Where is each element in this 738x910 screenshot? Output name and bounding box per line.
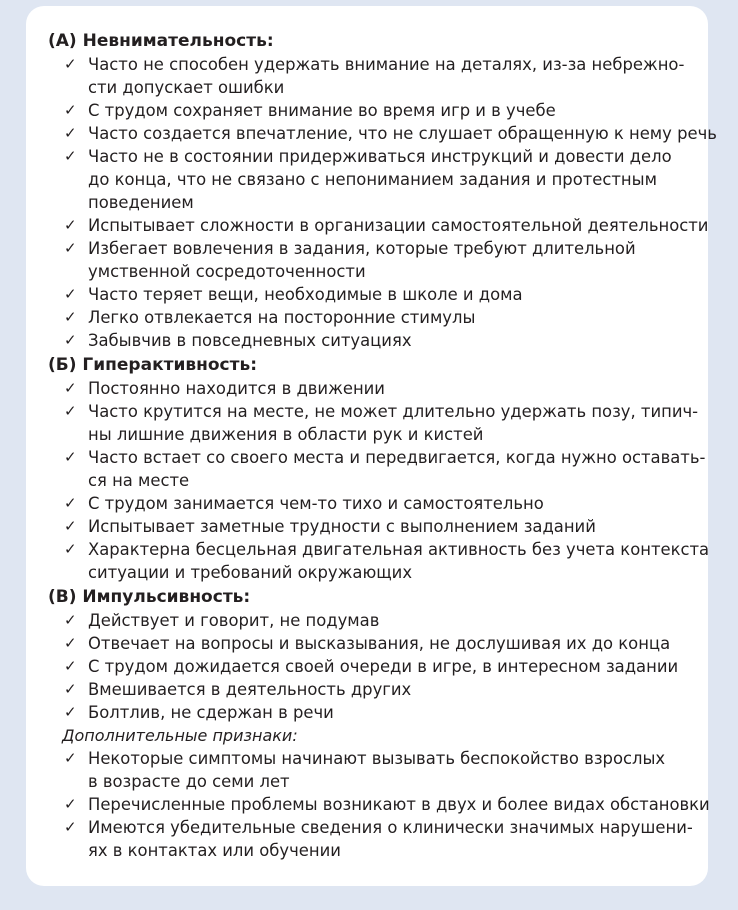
list-item — [48, 377, 688, 400]
item-text-line: Характерна бесцельная двигательная активность без учета контекста — [88, 540, 710, 559]
symptom-items — [48, 377, 710, 584]
item-text-line: ситуации и требований окружающих — [88, 563, 413, 582]
list-item — [48, 400, 699, 446]
checkmark-icon: ✓ — [64, 402, 77, 420]
symptom-section — [48, 354, 710, 584]
item-text-line: ны лишние движения в области рук и кистей — [88, 425, 484, 444]
list-item — [48, 53, 688, 99]
list-item — [48, 816, 693, 862]
additional-signs-note: Дополнительные признаки: — [62, 726, 298, 745]
item-text-line: Часто не способен удержать внимание на деталях, из-за небрежно- — [88, 55, 685, 74]
checkmark-icon: ✓ — [64, 540, 77, 558]
list-item — [48, 214, 709, 237]
item-text-line: Избегает вовлечения в задания, которые требуют длительной — [88, 239, 636, 258]
list-item — [48, 306, 688, 329]
item-text-line: Действует и говорит, не подумав — [88, 611, 380, 630]
item-text-line: поведением — [88, 193, 194, 212]
checkmark-icon: ✓ — [64, 517, 77, 535]
list-item — [48, 515, 688, 538]
checkmark-icon: ✓ — [64, 55, 77, 73]
item-text-line: Отвечает на вопросы и высказывания, не дослушивая их до конца — [88, 634, 671, 653]
checkmark-icon: ✓ — [64, 611, 77, 629]
checkmark-icon: ✓ — [64, 795, 77, 813]
item-text-line: Постоянно находится в движении — [88, 379, 385, 398]
symptom-items — [48, 53, 717, 352]
section-title: (А) Невнимательность: — [48, 31, 274, 51]
checkmark-icon: ✓ — [64, 216, 77, 234]
item-text-line: до конца, что не связано с непониманием задания и протестным — [88, 170, 657, 189]
list-item — [48, 492, 688, 515]
checkmark-icon: ✓ — [64, 680, 77, 698]
list-item — [48, 701, 688, 724]
item-text-line: Испытывает сложности в организации самостоятельной деятельности — [88, 216, 709, 235]
item-text-line: Часто крутится на месте, не может длительно удержать позу, типич- — [88, 402, 699, 421]
section-title: (Б) Гиперактивность: — [48, 355, 258, 375]
checkmark-icon: ✓ — [64, 331, 77, 349]
checkmark-icon: ✓ — [64, 285, 77, 303]
item-text-line: умственной сосредоточенности — [88, 262, 366, 281]
checkmark-icon: ✓ — [64, 494, 77, 512]
checkmark-icon: ✓ — [64, 239, 77, 257]
list-item — [48, 609, 688, 632]
symptom-items — [48, 747, 710, 862]
checkmark-icon: ✓ — [64, 448, 77, 466]
list-item — [48, 122, 717, 145]
list-item — [48, 678, 688, 701]
item-text-line: Легко отвлекается на посторонние стимулы — [88, 308, 476, 327]
list-item — [48, 145, 688, 214]
list-item — [48, 655, 688, 678]
list-item — [48, 99, 688, 122]
item-text-line: Вмешивается в деятельность других — [88, 680, 412, 699]
checkmark-icon: ✓ — [64, 147, 77, 165]
list-item — [48, 747, 688, 793]
item-text-line: С трудом сохраняет внимание во время игр и в учебе — [88, 101, 556, 120]
list-item — [48, 329, 688, 352]
checkmark-icon: ✓ — [64, 657, 77, 675]
item-text-line: Часто теряет вещи, необходимые в школе и дома — [88, 285, 523, 304]
symptom-items — [48, 609, 688, 724]
checkmark-icon: ✓ — [64, 818, 77, 836]
list-item — [48, 632, 688, 655]
checkmark-icon: ✓ — [64, 703, 77, 721]
checkmark-icon: ✓ — [64, 634, 77, 652]
item-text-line: Забывчив в повседневных ситуациях — [88, 331, 412, 350]
checkmark-icon: ✓ — [64, 101, 77, 119]
item-text-line: Болтлив, не сдержан в речи — [88, 703, 334, 722]
item-text-line: в возрасте до семи лет — [88, 772, 290, 791]
checkmark-icon: ✓ — [64, 379, 77, 397]
symptom-section — [48, 30, 717, 352]
item-text-line: Перечисленные проблемы возникают в двух и более видах обстановки — [88, 795, 710, 814]
item-text-line: Некоторые симптомы начинают вызывать беспокойство взрослых — [88, 749, 666, 768]
checkmark-icon: ✓ — [64, 749, 77, 767]
item-text-line: сти допускает ошибки — [88, 78, 285, 97]
section-title: (В) Импульсивность: — [48, 587, 251, 607]
item-text-line: Испытывает заметные трудности с выполнением заданий — [88, 517, 596, 536]
item-text-line: Часто встает со своего места и передвигается, когда нужно оставать- — [88, 448, 706, 467]
symptom-list — [48, 30, 717, 862]
list-item — [48, 538, 710, 584]
item-text-line: Имеются убедительные сведения о клинически значимых нарушени- — [88, 818, 693, 837]
checkmark-icon: ✓ — [64, 308, 77, 326]
list-item — [48, 237, 688, 283]
item-text-line: Часто создается впечатление, что не слушает обращенную к нему речь — [88, 124, 717, 143]
item-text-line: Часто не в состоянии придерживаться инструкций и довести дело — [88, 147, 672, 166]
item-text-line: ся на месте — [88, 471, 190, 490]
list-item — [48, 793, 710, 816]
checkmark-icon: ✓ — [64, 124, 77, 142]
symptom-card — [26, 6, 717, 886]
list-item — [48, 446, 706, 492]
list-item — [48, 283, 688, 306]
item-text-line: ях в контактах или обучении — [88, 841, 341, 860]
item-text-line: С трудом занимается чем-то тихо и самостоятельно — [88, 494, 544, 513]
symptom-section — [48, 586, 710, 862]
item-text-line: С трудом дожидается своей очереди в игре, в интересном задании — [88, 657, 679, 676]
